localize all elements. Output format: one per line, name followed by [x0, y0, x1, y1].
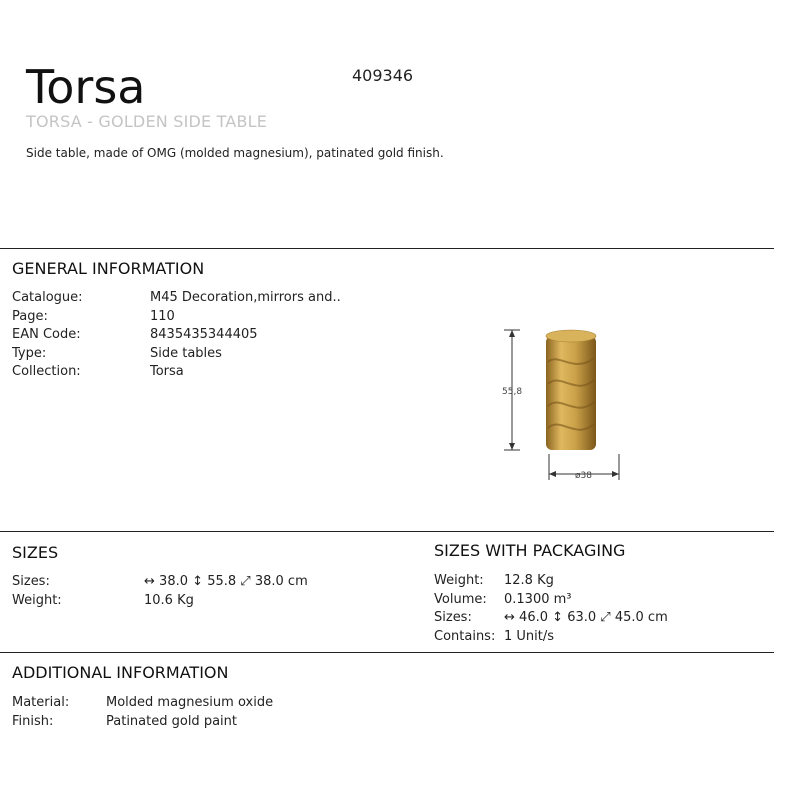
product-dimension-image	[494, 322, 634, 482]
packaging-row-contains	[434, 628, 668, 647]
additional-info-table	[12, 694, 273, 731]
packaging-table	[434, 572, 668, 646]
row-label: EAN Code:	[12, 327, 81, 342]
row-label: Type:	[12, 345, 47, 361]
height-arrow-icon: ↕	[552, 610, 564, 625]
section-divider	[0, 531, 774, 532]
general-row-collection	[12, 363, 341, 382]
row-label: Page:	[12, 308, 48, 324]
general-info-table	[12, 289, 341, 382]
depth-arrow-icon: ⤢	[600, 610, 611, 625]
general-row-catalogue	[12, 289, 341, 308]
width-arrow-icon: ↔	[144, 574, 155, 589]
row-value: Molded magnesium oxide	[106, 695, 274, 710]
row-value: M45 Decoration,mirrors and..	[150, 290, 341, 305]
row-value: 10.6 Kg	[144, 592, 194, 608]
row-value: 12.8 Kg	[504, 573, 554, 588]
row-value: 1 Unit/s	[504, 628, 555, 644]
sizes-row-dimensions	[12, 573, 308, 592]
row-value: ↔ 46.0 ↕ 63.0 ⤢ 45.0 cm	[504, 610, 668, 625]
height-arrow-icon: ↕	[192, 574, 204, 589]
general-row-ean	[12, 326, 341, 345]
row-value: ↔ 38.0 ↕ 55.8 ⤢ 38.0 cm	[144, 574, 308, 589]
additional-row-finish	[12, 713, 273, 732]
row-label: Sizes:	[434, 610, 472, 625]
row-label: Material:	[12, 695, 70, 710]
general-info-heading: GENERAL INFORMATION	[12, 259, 205, 278]
additional-row-material	[12, 694, 273, 713]
sizes-table	[12, 573, 308, 610]
section-divider	[0, 652, 774, 653]
width-arrow-icon: ↔	[504, 610, 515, 625]
section-divider	[0, 248, 774, 249]
diameter-dimension-label: ø38	[575, 471, 592, 481]
row-label: Sizes:	[12, 574, 50, 589]
row-label: Weight:	[434, 573, 484, 588]
height-dimension-label: 55,8	[502, 387, 523, 397]
row-value: 110	[150, 308, 175, 324]
general-row-page	[12, 308, 341, 327]
row-value: 8435435344405	[150, 327, 258, 342]
product-title: Torsa	[26, 60, 146, 114]
row-value: 0.1300 m³	[504, 591, 572, 607]
row-label: Collection:	[12, 364, 81, 379]
row-label: Volume:	[434, 591, 487, 607]
row-value: Side tables	[150, 345, 222, 361]
packaging-row-weight	[434, 572, 668, 591]
general-row-type	[12, 345, 341, 364]
product-subtitle: TORSA - GOLDEN SIDE TABLE	[26, 112, 268, 131]
row-value: Patinated gold paint	[106, 713, 237, 729]
row-value: Torsa	[150, 364, 184, 379]
row-label: Contains:	[434, 628, 496, 644]
additional-info-heading: ADDITIONAL INFORMATION	[12, 663, 229, 682]
depth-arrow-icon: ⤢	[240, 574, 251, 589]
row-label: Finish:	[12, 713, 54, 729]
product-code: 409346	[352, 66, 414, 85]
packaging-heading: SIZES WITH PACKAGING	[434, 541, 626, 560]
row-label: Weight:	[12, 592, 62, 608]
sizes-heading: SIZES	[12, 543, 59, 562]
side-table-body	[546, 336, 596, 450]
packaging-row-volume	[434, 591, 668, 610]
product-description: Side table, made of OMG (molded magnesium), patinated gold finish.	[26, 146, 444, 160]
packaging-row-dimensions	[434, 609, 668, 628]
row-label: Catalogue:	[12, 290, 83, 305]
sizes-row-weight	[12, 592, 308, 611]
side-table-top	[546, 330, 596, 342]
